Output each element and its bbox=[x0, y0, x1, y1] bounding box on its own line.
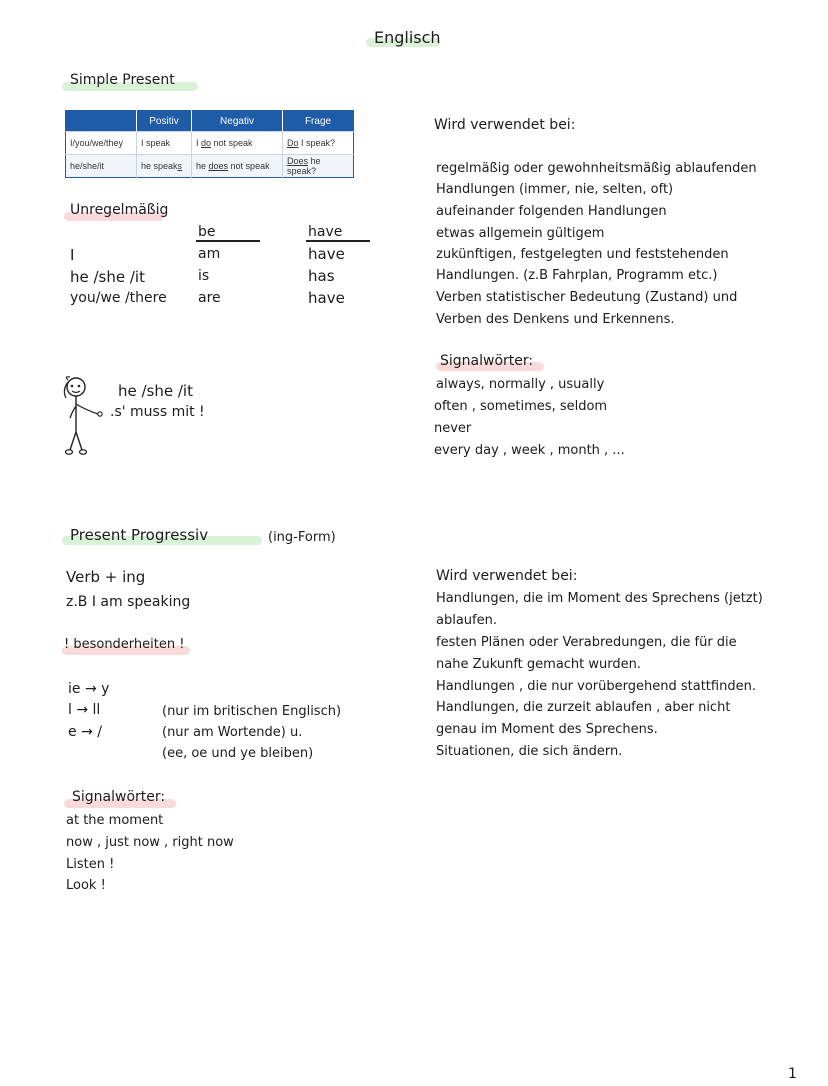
sp-usage-line-3: aufeinander folgenden Handlungen bbox=[436, 204, 667, 219]
pp-signal-heading: Signalwörter: bbox=[72, 789, 166, 805]
pp-signal-line-2: now , just now , right now bbox=[66, 835, 234, 850]
page-number: 1 bbox=[788, 1066, 797, 1082]
sp-signal-line-1: always, normally , usually bbox=[436, 377, 605, 392]
table-header-positiv: Positiv bbox=[137, 111, 192, 132]
irregular-have-1: have bbox=[308, 245, 345, 263]
sp-usage-line-7: Verben statistischer Bedeutung (Zustand) und bbox=[436, 290, 738, 305]
pp-signal-line-4: Look ! bbox=[66, 878, 106, 893]
sp-usage-heading: Wird verwendet bei: bbox=[434, 117, 576, 133]
rule-4-note: (ee, oe und ye bleiben) bbox=[162, 746, 314, 761]
irregular-be-2: is bbox=[198, 268, 210, 284]
table-header-subject bbox=[66, 111, 137, 132]
table-cell-frage: Does he speak? bbox=[283, 155, 354, 178]
note-line-2: .s' muss mit ! bbox=[110, 404, 205, 420]
irregular-be-3: are bbox=[198, 290, 221, 306]
table-header-negativ: Negativ bbox=[192, 111, 283, 132]
table-cell-subject: I/you/we/they bbox=[66, 132, 137, 155]
irregular-subject-2: he /she /it bbox=[70, 268, 145, 286]
table-cell-negativ: he does not speak bbox=[192, 155, 283, 178]
table-header-frage: Frage bbox=[283, 111, 354, 132]
pp-usage-line-5: Handlungen , die nur vorübergehend stattfinden. bbox=[436, 679, 756, 694]
rule-1: ie → y bbox=[68, 681, 110, 697]
pp-signal-line-1: at the moment bbox=[66, 813, 164, 828]
sp-usage-line-6: Handlungen. (z.B Fahrplan, Programm etc.) bbox=[436, 268, 718, 283]
col-have-underline bbox=[306, 240, 370, 242]
pp-usage-line-8: Situationen, die sich ändern. bbox=[436, 744, 623, 759]
pp-usage-line-2: ablaufen. bbox=[436, 613, 497, 628]
page-title: Englisch bbox=[374, 28, 441, 47]
table-header-row bbox=[66, 111, 354, 132]
table-cell-subject: he/she/it bbox=[66, 155, 137, 178]
table-row bbox=[66, 132, 354, 155]
note-line-1: he /she /it bbox=[118, 382, 193, 400]
pp-usage-line-3: festen Plänen oder Verabredungen, die für die bbox=[436, 635, 737, 650]
rule-3-note: (nur am Wortende) u. bbox=[162, 725, 303, 740]
sp-usage-line-1: regelmäßig oder gewohnheitsmäßig ablaufenden bbox=[436, 161, 757, 176]
rule-2-note: (nur im britischen Englisch) bbox=[162, 704, 342, 719]
pp-usage-heading: Wird verwendet bei: bbox=[436, 568, 578, 584]
rule-2: l → ll bbox=[68, 702, 101, 718]
present-progressive-note: (ing-Form) bbox=[268, 530, 336, 545]
besonderheiten-heading: ! besonderheiten ! bbox=[64, 637, 185, 652]
irregular-be-1: am bbox=[198, 246, 221, 262]
pp-usage-line-1: Handlungen, die im Moment des Sprechens (jetzt) bbox=[436, 591, 763, 606]
pp-usage-line-7: genau im Moment des Sprechens. bbox=[436, 722, 658, 737]
sp-signal-line-3: never bbox=[434, 421, 472, 436]
table-cell-positiv: I speak bbox=[137, 132, 192, 155]
col-be-underline bbox=[196, 240, 260, 242]
sp-usage-line-8: Verben des Denkens und Erkennens. bbox=[436, 312, 675, 327]
pp-example: z.B I am speaking bbox=[66, 594, 191, 610]
table-row bbox=[66, 155, 354, 178]
sp-signal-heading: Signalwörter: bbox=[440, 353, 534, 369]
present-progressive-heading: Present Progressiv bbox=[70, 526, 209, 544]
irregular-have-3: have bbox=[308, 289, 345, 307]
sp-usage-line-5: zukünftigen, festgelegten und feststehenden bbox=[436, 247, 729, 262]
table-cell-frage: Do I speak? bbox=[283, 132, 354, 155]
stick-figure-drawing bbox=[60, 374, 116, 460]
col-be-label: be bbox=[198, 224, 216, 240]
pp-signal-line-3: Listen ! bbox=[66, 857, 115, 872]
pp-formula: Verb + ing bbox=[66, 568, 146, 586]
pp-usage-line-4: nahe Zukunft gemacht wurden. bbox=[436, 657, 642, 672]
pp-usage-line-6: Handlungen, die zurzeit ablaufen , aber nicht bbox=[436, 700, 731, 715]
unregelmaessig-heading: Unregelmäßig bbox=[70, 202, 169, 218]
sp-usage-line-2: Handlungen (immer, nie, selten, oft) bbox=[436, 182, 674, 197]
irregular-subject-1: I bbox=[70, 246, 75, 264]
irregular-have-2: has bbox=[308, 267, 335, 285]
simple-present-table bbox=[65, 110, 354, 178]
sp-usage-line-4: etwas allgemein gültigem bbox=[436, 226, 605, 241]
table-cell-negativ: I do not speak bbox=[192, 132, 283, 155]
simple-present-heading: Simple Present bbox=[70, 72, 175, 88]
rule-3: e → / bbox=[68, 724, 102, 740]
irregular-subject-3: you/we /there bbox=[70, 290, 167, 306]
col-have-label: have bbox=[308, 224, 343, 240]
table-cell-positiv: he speaks bbox=[137, 155, 192, 178]
sp-signal-line-2: often , sometimes, seldom bbox=[434, 399, 608, 414]
sp-signal-line-4: every day , week , month , ... bbox=[434, 443, 625, 458]
